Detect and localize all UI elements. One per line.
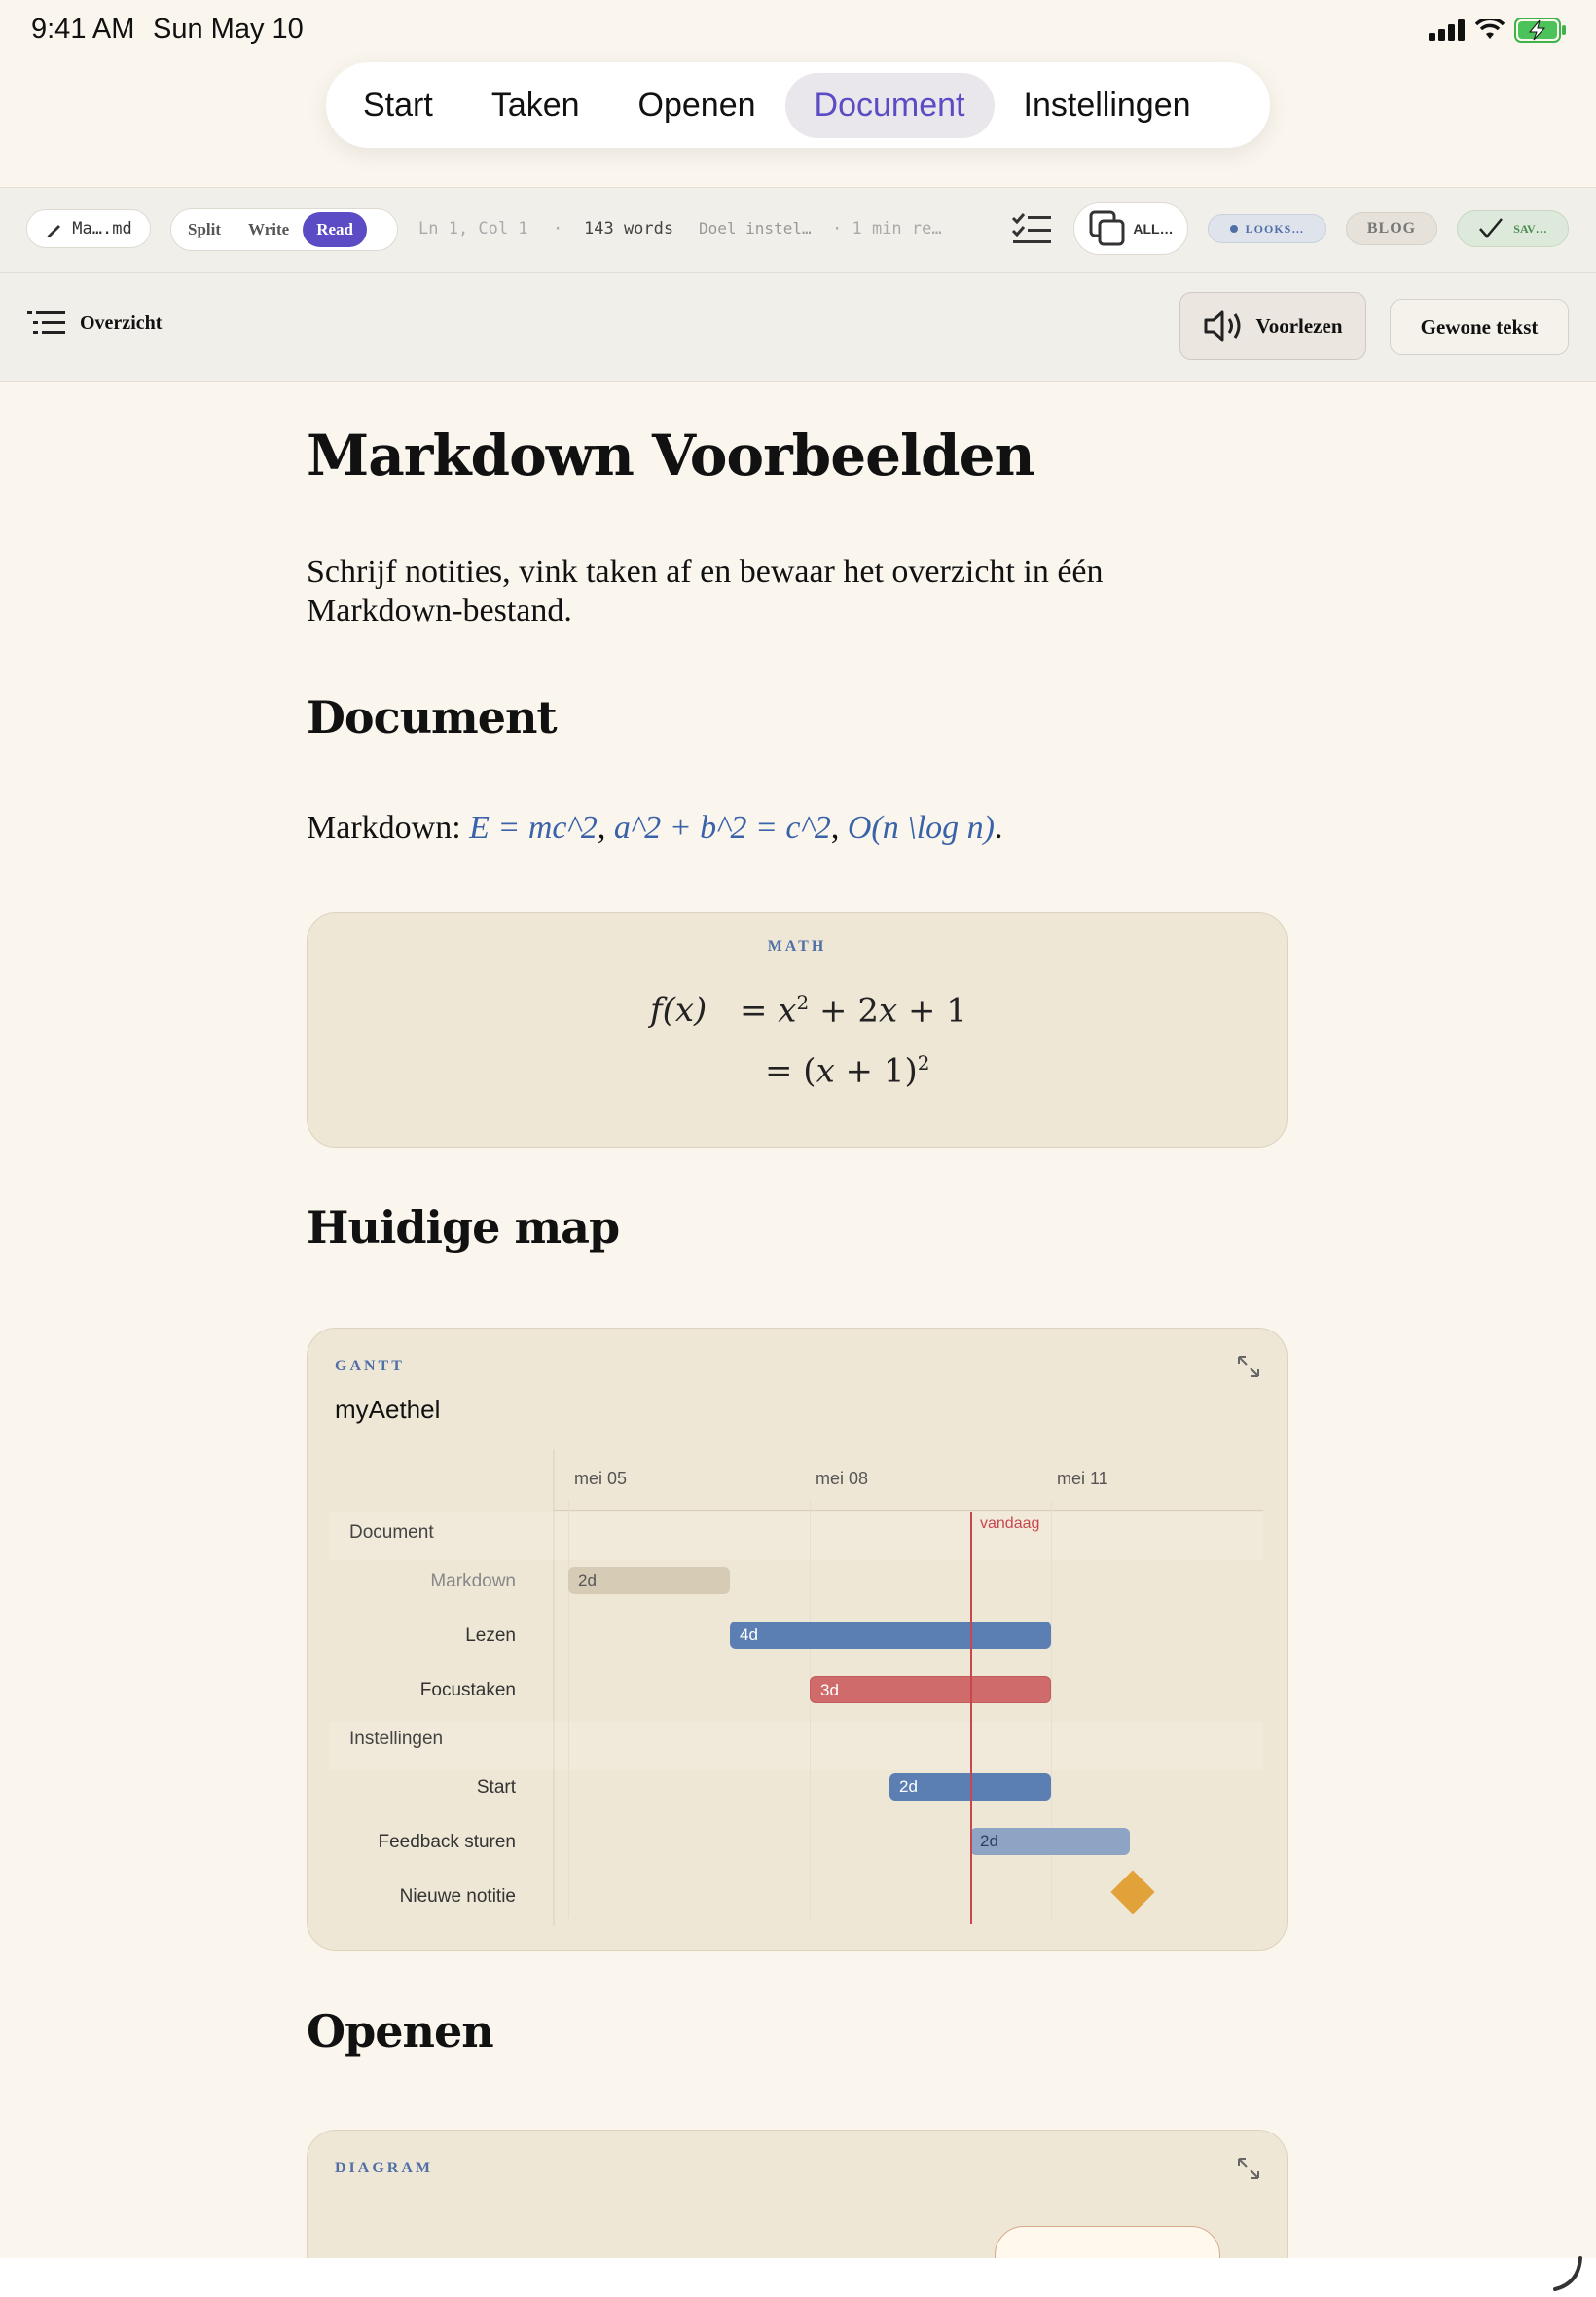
expand-icon[interactable] <box>1236 2156 1261 2181</box>
goal-button[interactable]: Doel instel… <box>699 219 812 237</box>
gantt-gridline-1 <box>568 1500 569 1918</box>
top-tab-bar <box>326 62 1270 148</box>
gantt-group-instellingen: Instellingen <box>349 1729 444 1749</box>
gantt-bar-focustaken[interactable]: 3d <box>810 1676 1051 1703</box>
gantt-today-line <box>970 1512 972 1924</box>
gantt-task-start: Start <box>476 1777 516 1798</box>
gantt-date-2: mei 08 <box>816 1469 869 1488</box>
math-card-label: MATH <box>767 938 827 955</box>
signal-icon <box>1429 19 1466 41</box>
read-aloud-button[interactable] <box>1179 292 1366 360</box>
speaker-icon <box>1203 310 1244 343</box>
tab-taken[interactable]: Taken <box>490 86 580 124</box>
status-icons <box>1429 18 1567 43</box>
gantt-task-markdown: Markdown <box>430 1571 516 1591</box>
page-title: Markdown Voorbeelden <box>307 422 1034 489</box>
gantt-today-label: vandaag <box>980 1515 1040 1532</box>
blog-button[interactable] <box>1346 212 1437 245</box>
read-aloud-label: Voorlezen <box>1255 313 1343 338</box>
wifi-icon <box>1475 19 1505 41</box>
gantt-date-3: mei 11 <box>1057 1469 1108 1488</box>
mode-write-button[interactable]: Write <box>248 220 290 238</box>
markdown-math-line: Markdown: E = mc^2, a^2 + b^2 = c^2, O(n \log n). <box>307 810 1003 846</box>
gantt-bar-start[interactable]: 2d <box>889 1773 1051 1801</box>
view-mode-switch <box>170 208 398 251</box>
inline-math-1: E = mc^2 <box>469 810 598 846</box>
gantt-task-new-note: Nieuwe notitie <box>399 1886 516 1907</box>
gantt-group-band-2 <box>329 1722 1263 1770</box>
document-subbar <box>0 273 1596 382</box>
resize-grabber-icon[interactable] <box>1551 2254 1584 2293</box>
gantt-task-lezen: Lezen <box>465 1625 516 1646</box>
cursor-position: Ln 1, Col 1 <box>418 219 528 238</box>
save-label: SAV… <box>1513 221 1547 236</box>
diagram-card-label: DIAGRAM <box>335 2160 433 2176</box>
tab-openen[interactable]: Openen <box>637 86 756 124</box>
looks-button[interactable] <box>1208 214 1326 243</box>
bottom-strip <box>0 2258 1596 2297</box>
blog-label: BLOG <box>1366 220 1417 237</box>
overview-label: Overzicht <box>80 311 163 334</box>
plain-text-label: Gewone tekst <box>1420 314 1539 339</box>
checkmark-icon <box>1478 217 1504 240</box>
gantt-card-label: GANTT <box>335 1358 405 1374</box>
status-time: 9:41 AM <box>31 14 135 45</box>
gantt-group-document: Document <box>349 1522 434 1543</box>
copy-icon <box>1088 209 1127 248</box>
gantt-card <box>307 1328 1288 1951</box>
gantt-group-band-1 <box>329 1512 1263 1560</box>
gantt-bar-feedback[interactable]: 2d <box>970 1828 1130 1855</box>
section-heading-openen: Openen <box>307 2005 493 2058</box>
gantt-task-focustaken: Focustaken <box>419 1680 516 1700</box>
intro-paragraph: Schrijf notities, vink taken af en bewaar het overzicht in één Markdown-bestand. <box>307 554 1104 629</box>
plain-text-button[interactable] <box>1390 299 1569 355</box>
all-label: ALL… <box>1133 221 1174 237</box>
tab-document[interactable]: Document <box>785 73 995 138</box>
pencil-icon <box>45 219 64 238</box>
inline-math-2: a^2 + b^2 = c^2 <box>613 810 831 846</box>
file-name-label: Ma….md <box>72 219 132 238</box>
overview-button[interactable] <box>27 310 162 337</box>
separator-dot: · <box>553 219 563 238</box>
mode-split-button[interactable]: Split <box>188 220 222 238</box>
looks-label: LOOKS… <box>1245 221 1305 236</box>
gantt-gridline-2 <box>810 1500 811 1918</box>
markdown-prefix: Markdown: <box>307 810 470 846</box>
math-card: MATH f(x) = $x^2 + 2x + 1$ = $(x + 1)^2$ <box>307 912 1288 1148</box>
checklist-icon[interactable] <box>1010 210 1053 249</box>
save-button[interactable] <box>1457 210 1569 247</box>
status-bar <box>0 0 1596 62</box>
gantt-bar-markdown[interactable]: 2d <box>568 1567 730 1594</box>
status-date: Sun May 10 <box>153 14 304 45</box>
tab-instellingen[interactable]: Instellingen <box>1023 86 1191 124</box>
file-name-button[interactable] <box>26 209 151 248</box>
read-time: · 1 min re… <box>832 219 942 238</box>
tab-start[interactable]: Start <box>363 86 433 124</box>
inline-math-3: O(n \log n) <box>847 810 995 846</box>
gantt-title: myAethel <box>335 1395 441 1424</box>
expand-icon[interactable] <box>1236 1354 1261 1379</box>
battery-charging-icon <box>1514 18 1567 43</box>
looks-dot-icon <box>1230 225 1238 233</box>
section-heading-document: Document <box>307 691 557 744</box>
outline-list-icon <box>27 310 66 337</box>
gantt-bar-lezen[interactable]: 4d <box>730 1622 1051 1649</box>
all-copies-button[interactable] <box>1073 202 1188 255</box>
word-count: 143 words <box>584 219 674 238</box>
gantt-task-feedback: Feedback sturen <box>378 1832 516 1852</box>
section-heading-current-folder: Huidige map <box>307 1201 620 1254</box>
gantt-gridline-3 <box>1051 1500 1052 1918</box>
gantt-header-line <box>553 1510 1263 1511</box>
gantt-milestone-new-note[interactable] <box>1110 1870 1154 1914</box>
mode-read-button[interactable]: Read <box>303 212 367 247</box>
gantt-date-1: mei 05 <box>574 1469 628 1488</box>
